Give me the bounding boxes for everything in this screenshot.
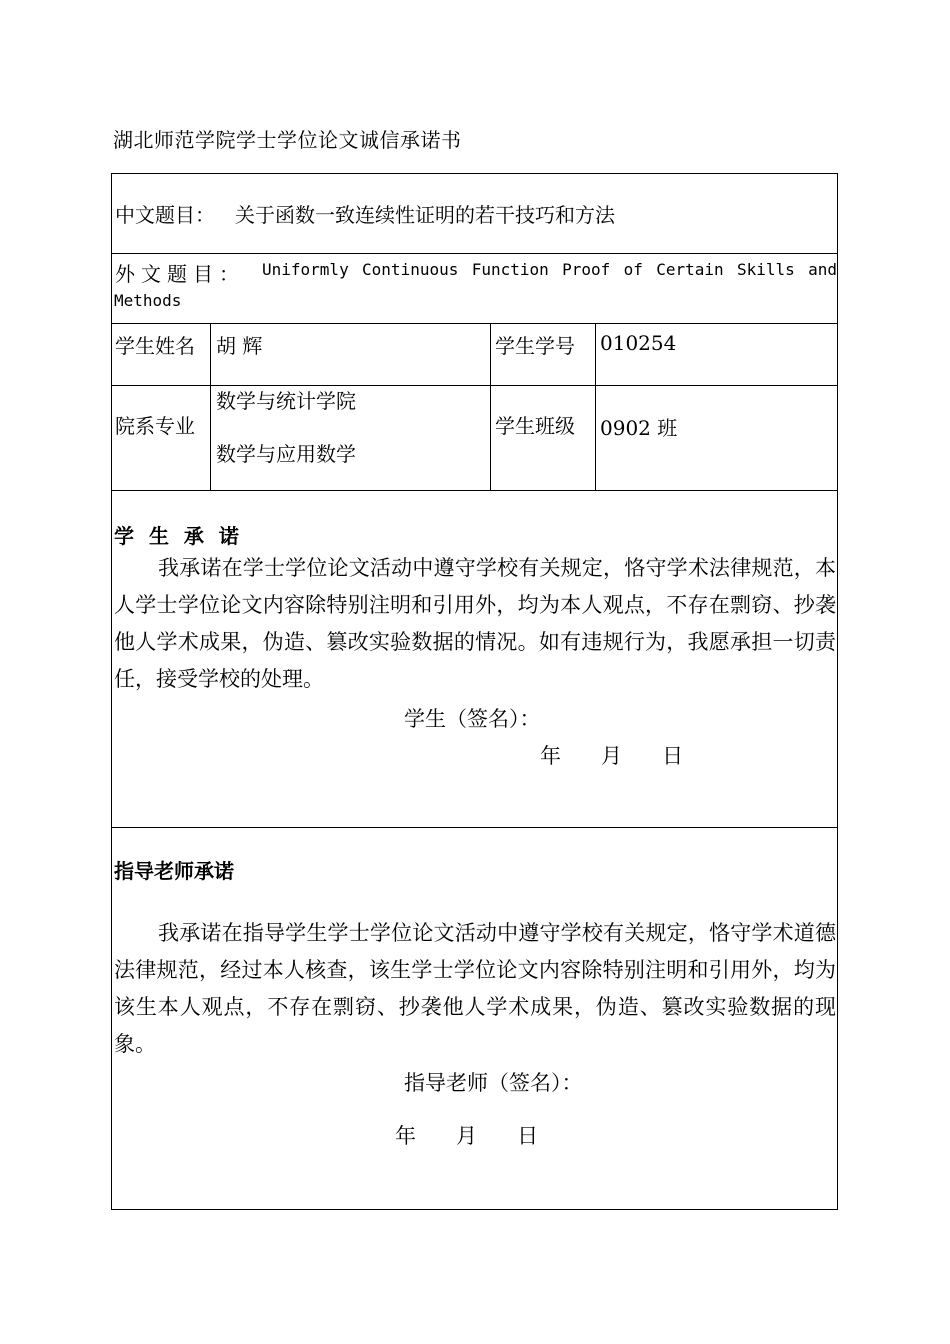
student-name-value: 胡 辉: [216, 334, 263, 358]
column-divider: [210, 323, 211, 490]
student-id-value: 010254: [600, 331, 677, 355]
advisor-signature-label: 指导老师（签名）：: [404, 1071, 583, 1095]
student-pledge-heading: 学 生 承 诺: [114, 524, 243, 548]
foreign-title-label: 外文题目：: [115, 262, 245, 286]
chinese-title-value: 关于函数一致连续性证明的若干技巧和方法: [235, 203, 615, 227]
student-date-line: 年 月 日: [540, 744, 684, 768]
department-value: 数学与统计学院: [216, 389, 356, 413]
major-value: 数学与应用数学: [216, 442, 356, 466]
chinese-title-label: 中文题目：: [115, 203, 215, 227]
column-divider: [490, 323, 491, 490]
foreign-title-value-line1: Uniformly Continuous Function Proof of Certain Skills and: [262, 260, 837, 279]
pledge-form: [111, 173, 838, 1210]
student-signature-label: 学生（签名）：: [404, 707, 541, 731]
advisor-pledge-text: 我承诺在指导学生学士学位论文活动中遵守学校有关规定，恪守学术道德法律规范，经过本人核查，该生学士学位论文内容除特别注明和引用外，均为该生本人观点，不存在剽窃、抄袭他人学术成果，伪造、篡改实验数据的现象。: [114, 921, 836, 1056]
foreign-title-value-line2: Methods: [114, 291, 182, 310]
advisor-date-line: 年 月 日: [395, 1124, 539, 1148]
row-divider: [112, 827, 837, 828]
column-divider: [595, 323, 596, 490]
row-divider: [112, 490, 837, 491]
advisor-pledge-heading: 指导老师承诺: [114, 859, 234, 883]
student-id-label: 学生学号: [495, 334, 575, 358]
student-class-value: 0902 班: [600, 416, 678, 440]
row-divider: [112, 253, 837, 254]
department-major-label: 院系专业: [115, 414, 195, 438]
student-class-label: 学生班级: [495, 414, 575, 438]
row-divider: [112, 323, 837, 324]
student-pledge-text: 我承诺在学士学位论文活动中遵守学校有关规定，恪守学术法律规范，本人学士学位论文内容除特别注明和引用外，均为本人观点，不存在剽窃、抄袭他人学术成果，伪造、篡改实验数据的情况。如有违规行为，我愿承担一切责任，接受学校的处理。: [114, 556, 836, 691]
document-title: 湖北师范学院学士学位论文诚信承诺书: [113, 128, 462, 152]
student-name-label: 学生姓名: [115, 334, 195, 358]
